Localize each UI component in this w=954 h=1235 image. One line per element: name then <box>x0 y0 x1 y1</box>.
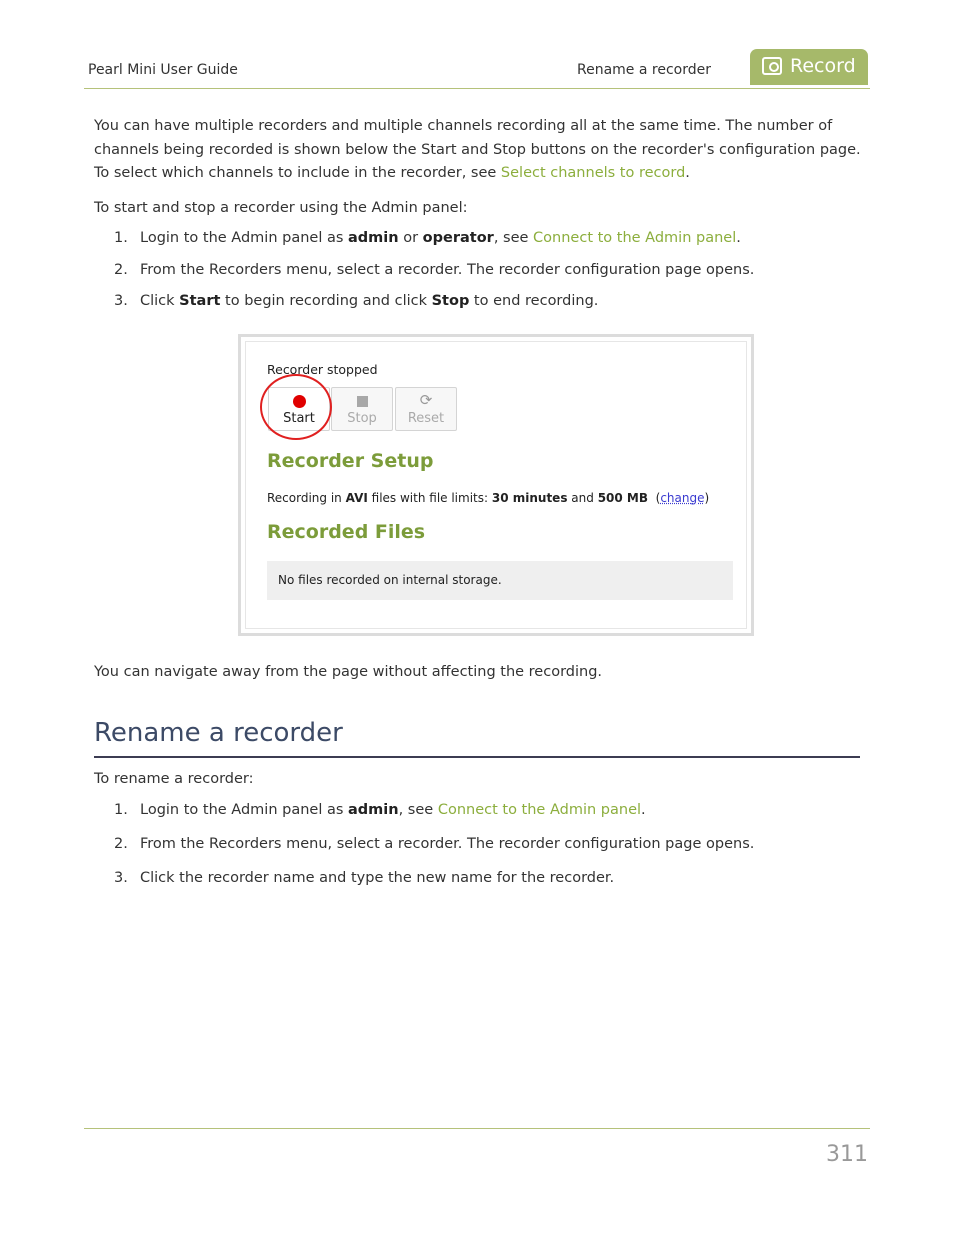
recorded-files-heading: Recorded Files <box>267 521 426 543</box>
step-number: 1. <box>114 802 128 818</box>
step-number: 3. <box>114 293 128 309</box>
list-item <box>114 293 598 309</box>
section-title: Rename a recorder <box>577 62 711 78</box>
navigate-note: You can navigate away from the page without affecting the recording. <box>94 664 603 680</box>
setup-bold: 500 MB <box>597 491 649 505</box>
stop-button[interactable] <box>331 387 393 431</box>
step-bold: admin <box>348 802 399 818</box>
step-text: From the Recorders menu, select a recorder. The recorder configuration page opens. <box>140 262 755 278</box>
step-text: Click <box>140 293 180 309</box>
step-bold: operator <box>422 230 494 246</box>
step-number: 2. <box>114 836 128 852</box>
list-item <box>114 870 614 886</box>
list-item <box>114 836 754 852</box>
select-channels-link[interactable]: Select channels to record <box>500 165 686 181</box>
setup-text: and <box>567 491 598 505</box>
step-number: 3. <box>114 870 128 886</box>
step-bold: admin <box>348 230 399 246</box>
connect-admin-link[interactable]: Connect to the Admin panel <box>437 802 642 818</box>
record-tab-label: Record <box>790 55 856 77</box>
no-files-message: No files recorded on internal storage. <box>278 573 502 587</box>
step-text: Click the recorder name and type the new name for the recorder. <box>140 870 615 886</box>
connect-admin-link[interactable]: Connect to the Admin panel <box>533 230 737 246</box>
setup-text: Recording in <box>267 491 346 505</box>
stop-square-icon <box>357 396 368 407</box>
setup-text: ( <box>648 491 661 505</box>
step-bold: Start <box>179 293 221 309</box>
step-text: . <box>641 802 646 818</box>
step-text: to end recording. <box>469 293 599 309</box>
rename-heading: Rename a recorder <box>94 718 860 758</box>
record-tab[interactable] <box>750 49 868 85</box>
step-text: or <box>398 230 423 246</box>
start-stop-lead: To start and stop a recorder using the Admin panel: <box>94 200 468 216</box>
reset-button[interactable] <box>395 387 457 431</box>
recorder-screenshot <box>238 334 754 636</box>
page-number: 311 <box>826 1142 868 1167</box>
step-number: 1. <box>114 230 128 246</box>
step-text: Login to the Admin panel as <box>140 230 349 246</box>
setup-bold: AVI <box>345 491 368 505</box>
reset-label: Reset <box>407 411 445 426</box>
recorder-status: Recorder stopped <box>267 362 378 377</box>
list-item <box>114 802 646 818</box>
page-header <box>84 49 870 89</box>
intro-text-end: . <box>685 165 690 181</box>
change-link[interactable]: change <box>660 491 705 505</box>
record-icon <box>762 57 782 75</box>
screenshot-frame <box>245 341 747 629</box>
rename-lead: To rename a recorder: <box>94 771 254 787</box>
recorded-files-list <box>267 561 733 600</box>
guide-title: Pearl Mini User Guide <box>88 62 238 78</box>
step-text: , see <box>493 230 534 246</box>
footer-divider <box>84 1128 870 1129</box>
list-item <box>114 262 754 278</box>
step-text: . <box>736 230 741 246</box>
setup-text: ) <box>704 491 710 505</box>
highlight-circle <box>260 374 332 440</box>
step-text: From the Recorders menu, select a recorder. The recorder configuration page opens. <box>140 836 755 852</box>
list-item <box>114 230 741 246</box>
recording-settings <box>267 491 709 505</box>
step-text: Login to the Admin panel as <box>140 802 349 818</box>
step-bold: Stop <box>431 293 470 309</box>
setup-text: files with file limits: <box>367 491 492 505</box>
intro-text: You can have multiple recorders and multiple channels recording all at the same time. The number of channels being recorded is shown below the Start and Stop buttons on the recorder's configuration page. To select which channels to include in the recorder, see <box>94 118 861 181</box>
intro-paragraph <box>94 115 864 186</box>
stop-label: Stop <box>347 411 377 426</box>
step-text: , see <box>398 802 438 818</box>
start-label: Start <box>283 411 315 426</box>
step-text: to begin recording and click <box>220 293 432 309</box>
step-number: 2. <box>114 262 128 278</box>
refresh-icon: ⟳ <box>419 391 433 409</box>
recorder-setup-heading: Recorder Setup <box>267 450 434 472</box>
setup-bold: 30 minutes <box>491 491 568 505</box>
